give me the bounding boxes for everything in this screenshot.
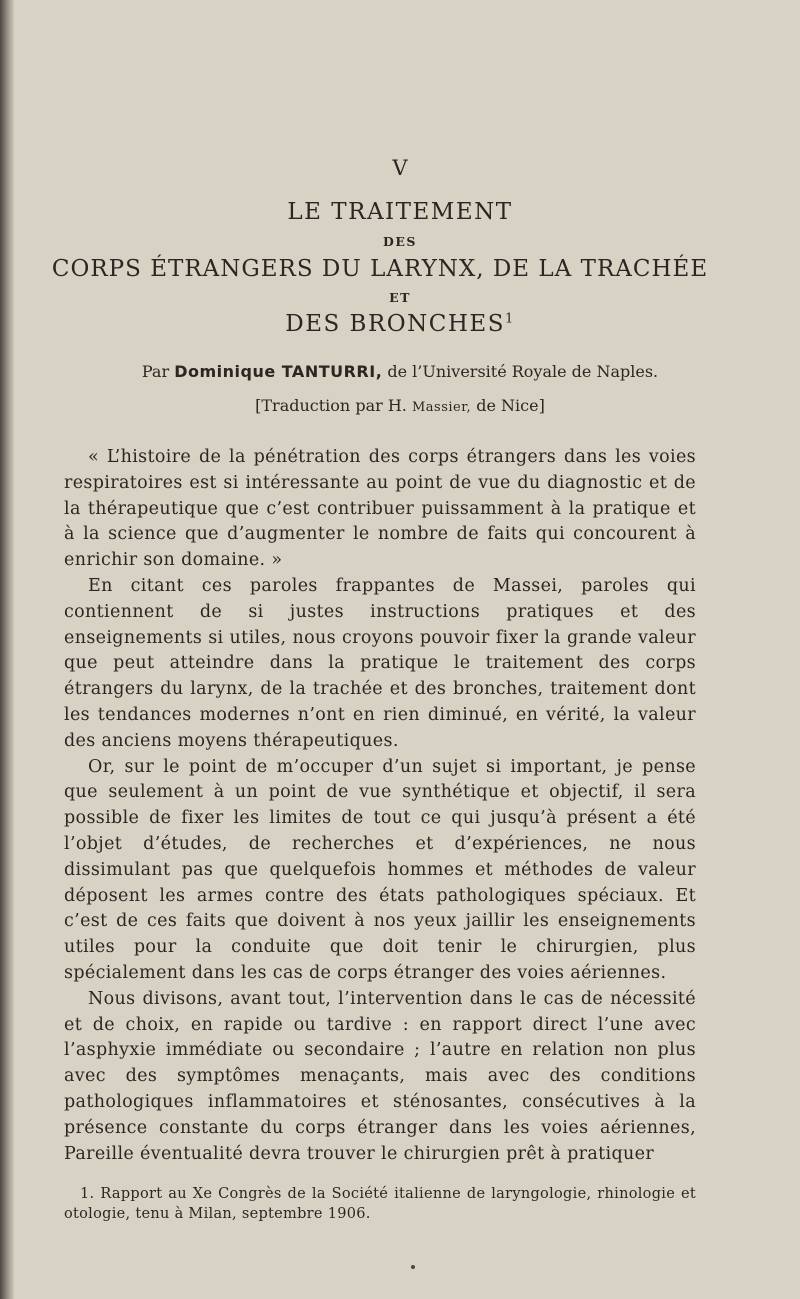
translation-suffix: de Nice] (476, 396, 545, 415)
title-line-3-text: DES BRONCHES (285, 311, 505, 337)
paragraph-1: « L’histoire de la pénétration des corps étrangers dans les voies respiratoires est si intéressante au point de vue du diagnostic et de la thérapeutique que c’est contribuer puissamment à la pratique et à la science que d’augmenter le nombre de faits qui concourent à enrichir son domaine. » (64, 447, 696, 571)
page-mark-dot (411, 1265, 415, 1269)
body-text (64, 445, 696, 1167)
title-des: DES (383, 234, 417, 249)
translator-name: Massier, (411, 400, 472, 415)
byline-par: Par (141, 362, 170, 381)
byline (0, 362, 800, 381)
footnote-text: Rapport au Xe Congrès de la Société italienne de laryngologie, rhinologie et otologie, tenu à Milan, septembre 1906. (64, 1186, 697, 1222)
paragraph-4: Nous divisons, avant tout, l’intervention dans le cas de nécessité et de choix, en rapide ou tardive : en rapport direct l’une avec l’asphyxie immédiate ou secondaire ; l’autre en relation non plus avec des symptômes menaçants, mais avec des conditions pathologiques inflammatoires et sténosantes, consécutives à la présence constante du corps étranger dans les voies aériennes, Pareille éventualité devra trouver le chirurgien prêt à pratiquer (64, 988, 696, 1164)
title-et: ET (389, 290, 411, 305)
translation-prefix: [Traduction par H. (255, 396, 407, 415)
paragraph-2: En citant ces paroles frappantes de Massei, paroles qui contiennent de si justes instructions pratiques et des enseignements si utiles, nous croyons pouvoir fixer la grande valeur que peut atteindre dans la pratique le traitement des corps étrangers du larynx, de la trachée et des bronches, traitement dont les tendances modernes n’ont en rien diminué, en vérité, la valeur des anciens moyens thérapeutiques. (64, 575, 696, 751)
footnote-marker: 1. (80, 1186, 95, 1202)
author-affiliation: de l’Université Royale de Naples. (387, 362, 659, 381)
author-name: Dominique TANTURRI, (174, 362, 383, 381)
paragraph-3: Or, sur le point de m’occuper d’un sujet si important, je pense que seulement à un point de vue synthétique et objectif, il sera possible de fixer les limites de tout ce qui jusqu’à présent a été l’objet d’études, de recherches et d’expériences, ne nous dissimulant pas que quelquefois hommes et méthodes de valeur déposent les armes contre des états pathologiques spéciaux. Et c’est de ces faits que doivent à nos yeux jaillir les enseignements utiles pour la conduite que doit tenir le chirurgien, plus spécialement dans les cas de corps étranger des voies aériennes. (64, 756, 696, 983)
title-line-3 (0, 311, 800, 337)
chapter-number: V (392, 156, 408, 180)
footnote (64, 1184, 696, 1224)
title-footnote-marker: 1 (504, 311, 515, 327)
binding-shadow (0, 0, 14, 1299)
title-line-2: CORPS ÉTRANGERS DU LARYNX, DE LA TRACHÉE (51, 256, 709, 282)
title-line-1: LE TRAITEMENT (287, 199, 513, 225)
translation-note (0, 396, 800, 415)
